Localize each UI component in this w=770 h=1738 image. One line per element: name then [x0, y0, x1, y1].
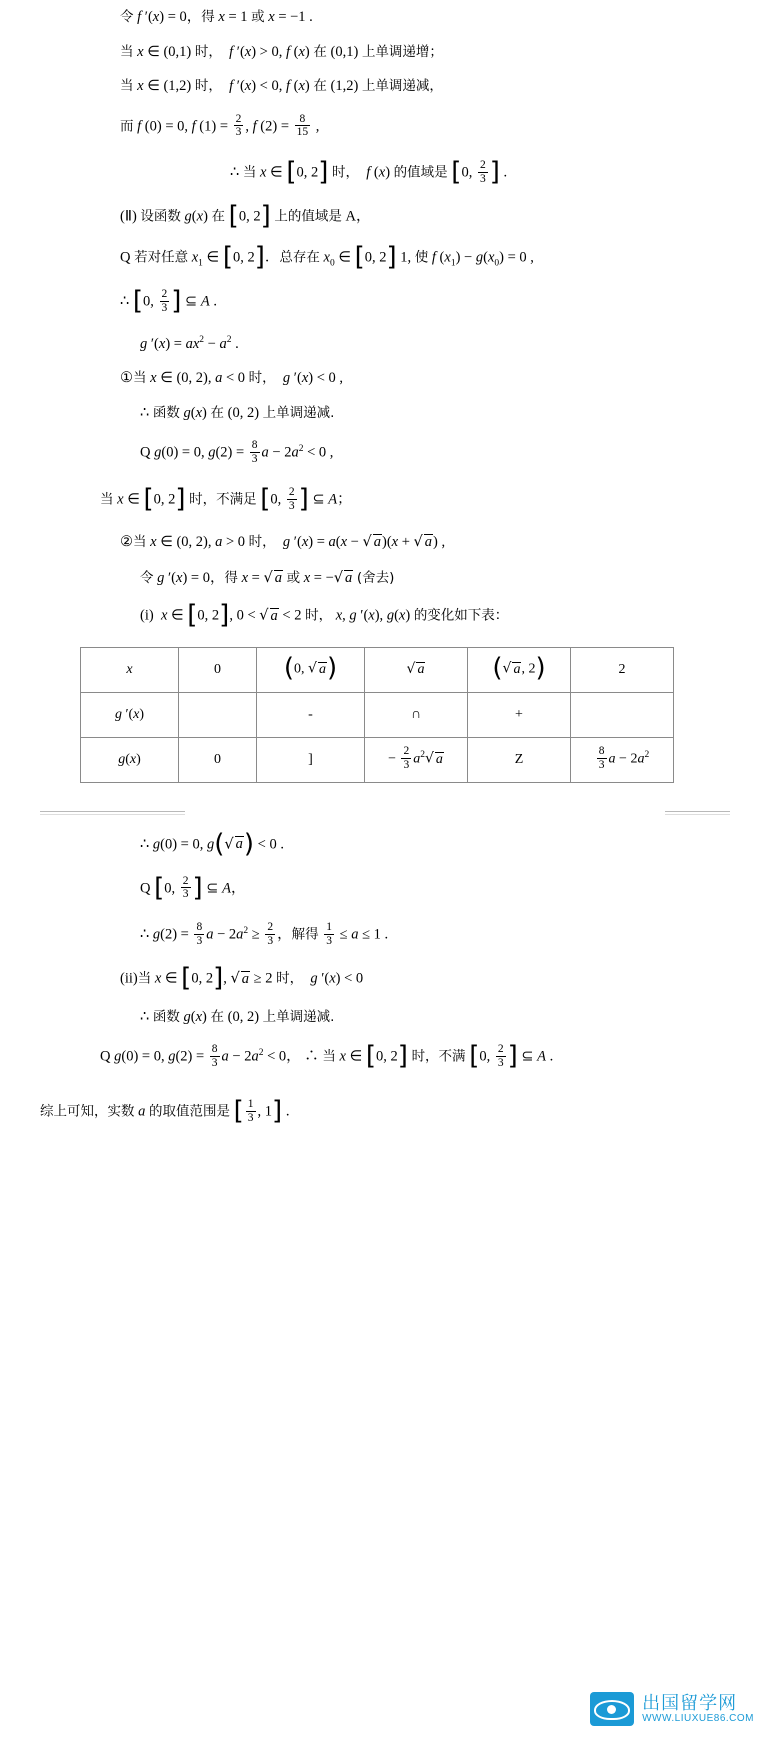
math-line-1: 令 f ′(x) = 0，得 x = 1 或 x = −1 . — [120, 9, 313, 25]
math-line-8: ∴ [0, $\frac{2}{3}$ ] ⊆ A . — [120, 285, 217, 316]
table-cell: ∩ — [365, 692, 468, 737]
math-line-2: 当 x ∈ (0,1) 时， f ′(x) > 0, f (x) 在 (0,1) 上单调递增； — [120, 43, 443, 60]
math-line-10: ①当 x ∈ (0, 2), a < 0 时， g ′(x) < 0 , — [120, 370, 344, 386]
table-cell: 0 — [179, 647, 257, 692]
math-line-9: g $'(x) = ax^2 - a^2$ . — [140, 334, 239, 352]
table-cell: 2 — [571, 647, 674, 692]
table-cell: + — [468, 692, 571, 737]
math-line-12: Q g(0) = 0, g(2) = $\frac{8}{3}$ $a - 2a^2 < 0$ , — [140, 439, 334, 465]
table-row — [81, 647, 674, 692]
globe-badge-icon — [590, 1692, 634, 1726]
table-cell — [179, 692, 257, 737]
watermark-title: 出国留学网 — [642, 1692, 738, 1714]
variation-table — [80, 647, 674, 783]
watermark-url: WWW.LIUXUE86.COM — [642, 1713, 754, 1725]
math-line-23: 综上可知，实数 a 的取值范围是 [ $\frac{1}{3}$ , 1] . — [40, 1096, 290, 1127]
table-cell — [571, 692, 674, 737]
math-line-18: Q [0, $\frac{2}{3}$ ] ⊆ A， — [140, 872, 246, 903]
table-cell: Z — [468, 737, 571, 782]
site-watermark — [590, 1692, 754, 1726]
page-break-rule — [40, 795, 730, 829]
table-cell: $\frac{8}{3}$ $a - 2a^2$ — [571, 737, 674, 782]
math-line-6: (Ⅱ) 设函数 g(x) 在 [0, 2] 上的值域是 A， — [120, 201, 371, 231]
math-line-22: Q g(0) = 0, g(2) = $\frac{8}{3}$ $a - 2a^2 < 0$， ∴ 当 x ∈ [0, 2] 时，不满 [0, $\frac{2}{3}$ ] ⊆ A . — [100, 1041, 554, 1072]
table-row — [81, 692, 674, 737]
page-break-gap — [185, 803, 665, 823]
math-line-5: ∴ 当 x ∈ [0, 2] 时， f (x) 的值域是 [0, $\frac{2}{3}$ ] . — [230, 157, 508, 188]
table-cell: (0, √ a) — [257, 647, 365, 692]
math-line-17: ∴ g(0) = 0, g(√ a) < 0 . — [140, 828, 284, 859]
table-cell-x-header: x — [81, 647, 179, 692]
watermark-text — [642, 1694, 754, 1725]
math-line-11: ∴ 函数 g(x) 在 (0, 2) 上单调递减. — [140, 404, 335, 421]
table-cell: (√ a, 2) — [468, 647, 571, 692]
math-line-16: (i) x ∈ [0, 2], 0 < √ a < 2 时， x, g ′(x), g(x) 的变化如下表： — [140, 599, 509, 630]
math-line-21: ∴ 函数 g(x) 在 (0, 2) 上单调递减. — [140, 1008, 335, 1025]
math-line-13: 当 x ∈ [0, 2] 时，不满足 [0, $\frac{2}{3}$ ] ⊆ A； — [100, 483, 352, 514]
table-row — [81, 737, 674, 782]
math-line-14: ②当 x ∈ (0, 2), a > 0 时， g ′(x) = a(x − √ a)(x + √ a) , — [120, 533, 446, 550]
math-line-20: (ii)当 x ∈ [0, 2], √ a ≥ 2 时， g ′(x) < 0 — [120, 963, 364, 994]
math-line-15: 令 g ′(x) = 0，得 x = √ a 或 x = −√ a (舍去) — [140, 569, 395, 586]
table-cell: 0 — [179, 737, 257, 782]
table-cell: − $\frac{2}{3}$ $a^2√$ a — [365, 737, 468, 782]
table-cell: √ a — [365, 647, 468, 692]
table-cell: - — [257, 692, 365, 737]
table-cell-g-header: g(x) — [81, 737, 179, 782]
math-line-3: 当 x ∈ (1,2) 时， f ′(x) < 0, f (x) 在 (1,2) 上单调递减， — [120, 78, 443, 94]
table-cell: ] — [257, 737, 365, 782]
math-line-4: 而 f (0) = 0, f (1) = $\frac{2}{3}$ , f (2) = $\frac{8}{15}$ , — [120, 112, 320, 139]
math-line-7: Q 若对任意 $x_1$ ∈ [0, 2]．总存在 $x_0$ ∈ [0, 2] 1, 使 f $(x_1) - g(x_0) = 0$ , — [120, 241, 534, 272]
table-cell-gprime-header: g ′(x) — [81, 692, 179, 737]
math-line-19: ∴ g(2) = $\frac{8}{3}$ $a - 2a^2$ ≥ $\frac{2}{3}$ ，解得 $\frac{1}{3}$ ≤ a ≤ 1 . — [140, 921, 389, 948]
